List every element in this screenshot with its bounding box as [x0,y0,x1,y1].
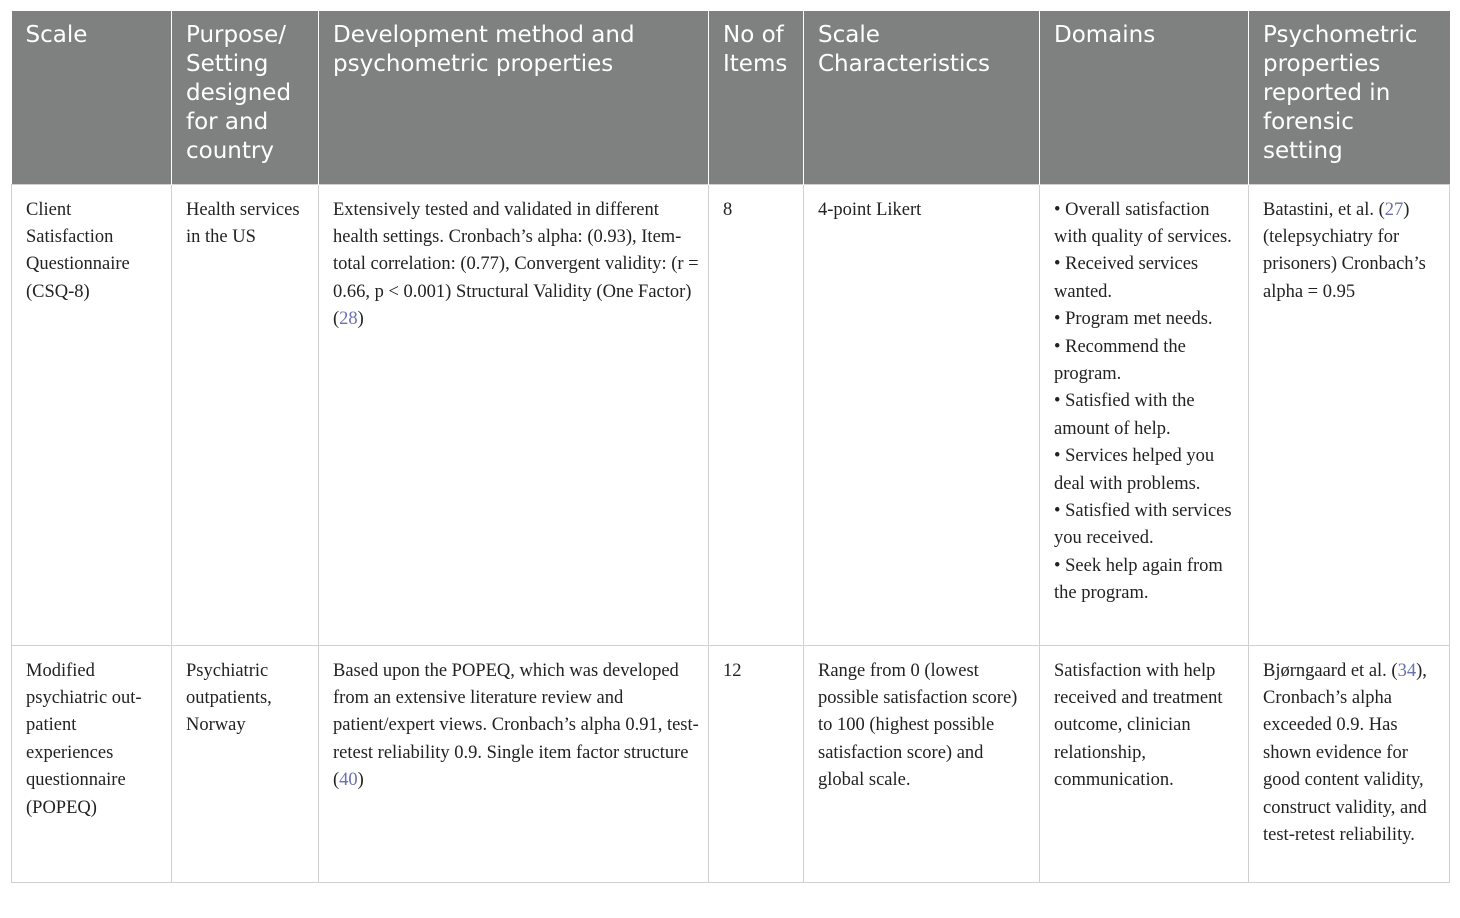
cell-characteristics: 4-point Likert [804,184,1040,645]
cell-domains [1040,184,1249,645]
cell-purpose: Psychiatric outpatients, Norway [172,645,319,882]
development-text-end: ) [357,770,364,791]
cell-forensic [1249,645,1450,882]
citation-link[interactable]: 28 [339,309,358,330]
domain-item: • Satisfied with the amount of help. [1054,391,1195,439]
header-development: Development method and psychometric properties [319,11,709,184]
cell-development [319,184,709,645]
citation-link[interactable]: 27 [1384,199,1404,220]
domain-item: • Satisfied with services you received. [1054,500,1232,549]
header-domains: Domains [1040,11,1249,184]
table-row [12,645,1450,882]
development-text: Extensively tested and validated in different health settings. Cronbach’s alpha: (0.93), Item-total correlation: (0.77), Convergent validity: (r = 0.66, p < 0.001) Structural Validity (One Factor) ( [333,199,699,330]
table-container [11,11,1449,883]
forensic-text: Bjørngaard et al. ( [1263,660,1398,681]
cell-items: 12 [709,645,804,882]
domain-item: • Recommend the program. [1054,336,1186,384]
forensic-text-end: ), Cronbach’s alpha exceeded 0.9. Has shown evidence for good content validity, construct validity, and test-retest reliability. [1263,660,1427,845]
table-row [12,184,1450,645]
forensic-text: Batastini, et al. ( [1263,199,1385,220]
cell-development [319,645,709,882]
cell-scale: Client Satisfaction Questionnaire (CSQ-8) [12,184,172,645]
header-row [12,11,1450,184]
citation-link[interactable]: 34 [1397,660,1417,681]
development-text-end: ) [357,309,364,330]
cell-characteristics: Range from 0 (lowest possible satisfaction score) to 100 (highest possible satisfaction score) and global scale. [804,645,1040,882]
cell-forensic [1249,184,1450,645]
header-forensic: Psychometric properties reported in forensic setting [1249,11,1450,184]
domain-item: • Seek help again from the program. [1054,555,1223,604]
forensic-text-end: ) (telepsychiatry for prisoners) Cronbach’s alpha = 0.95 [1263,199,1426,302]
domain-item: • Services helped you deal with problems. [1054,446,1215,494]
header-purpose: Purpose/ Setting designed for and country [172,11,319,184]
domain-item: • Received services wanted. [1054,254,1199,302]
development-text: Based upon the POPEQ, which was developed from an extensive literature review and patient/expert views. Cronbach’s alpha 0.91, test-retest reliability 0.9. Single item factor structure ( [333,660,699,791]
header-characteristics: Scale Characteristics [804,11,1040,184]
cell-items: 8 [709,184,804,645]
cell-scale: Modified psychiatric out-patient experiences questionnaire (POPEQ) [12,645,172,882]
cell-purpose: Health services in the US [172,184,319,645]
header-scale: Scale [12,11,172,184]
cell-domains: Satisfaction with help received and treatment outcome, clinician relationship, communication. [1040,645,1249,882]
domain-item: • Program met needs. [1054,309,1213,330]
citation-link[interactable]: 40 [339,770,358,791]
header-items: No of Items [709,11,804,184]
domain-item: • Overall satisfaction with quality of services. [1054,199,1232,247]
scales-table [11,11,1450,883]
